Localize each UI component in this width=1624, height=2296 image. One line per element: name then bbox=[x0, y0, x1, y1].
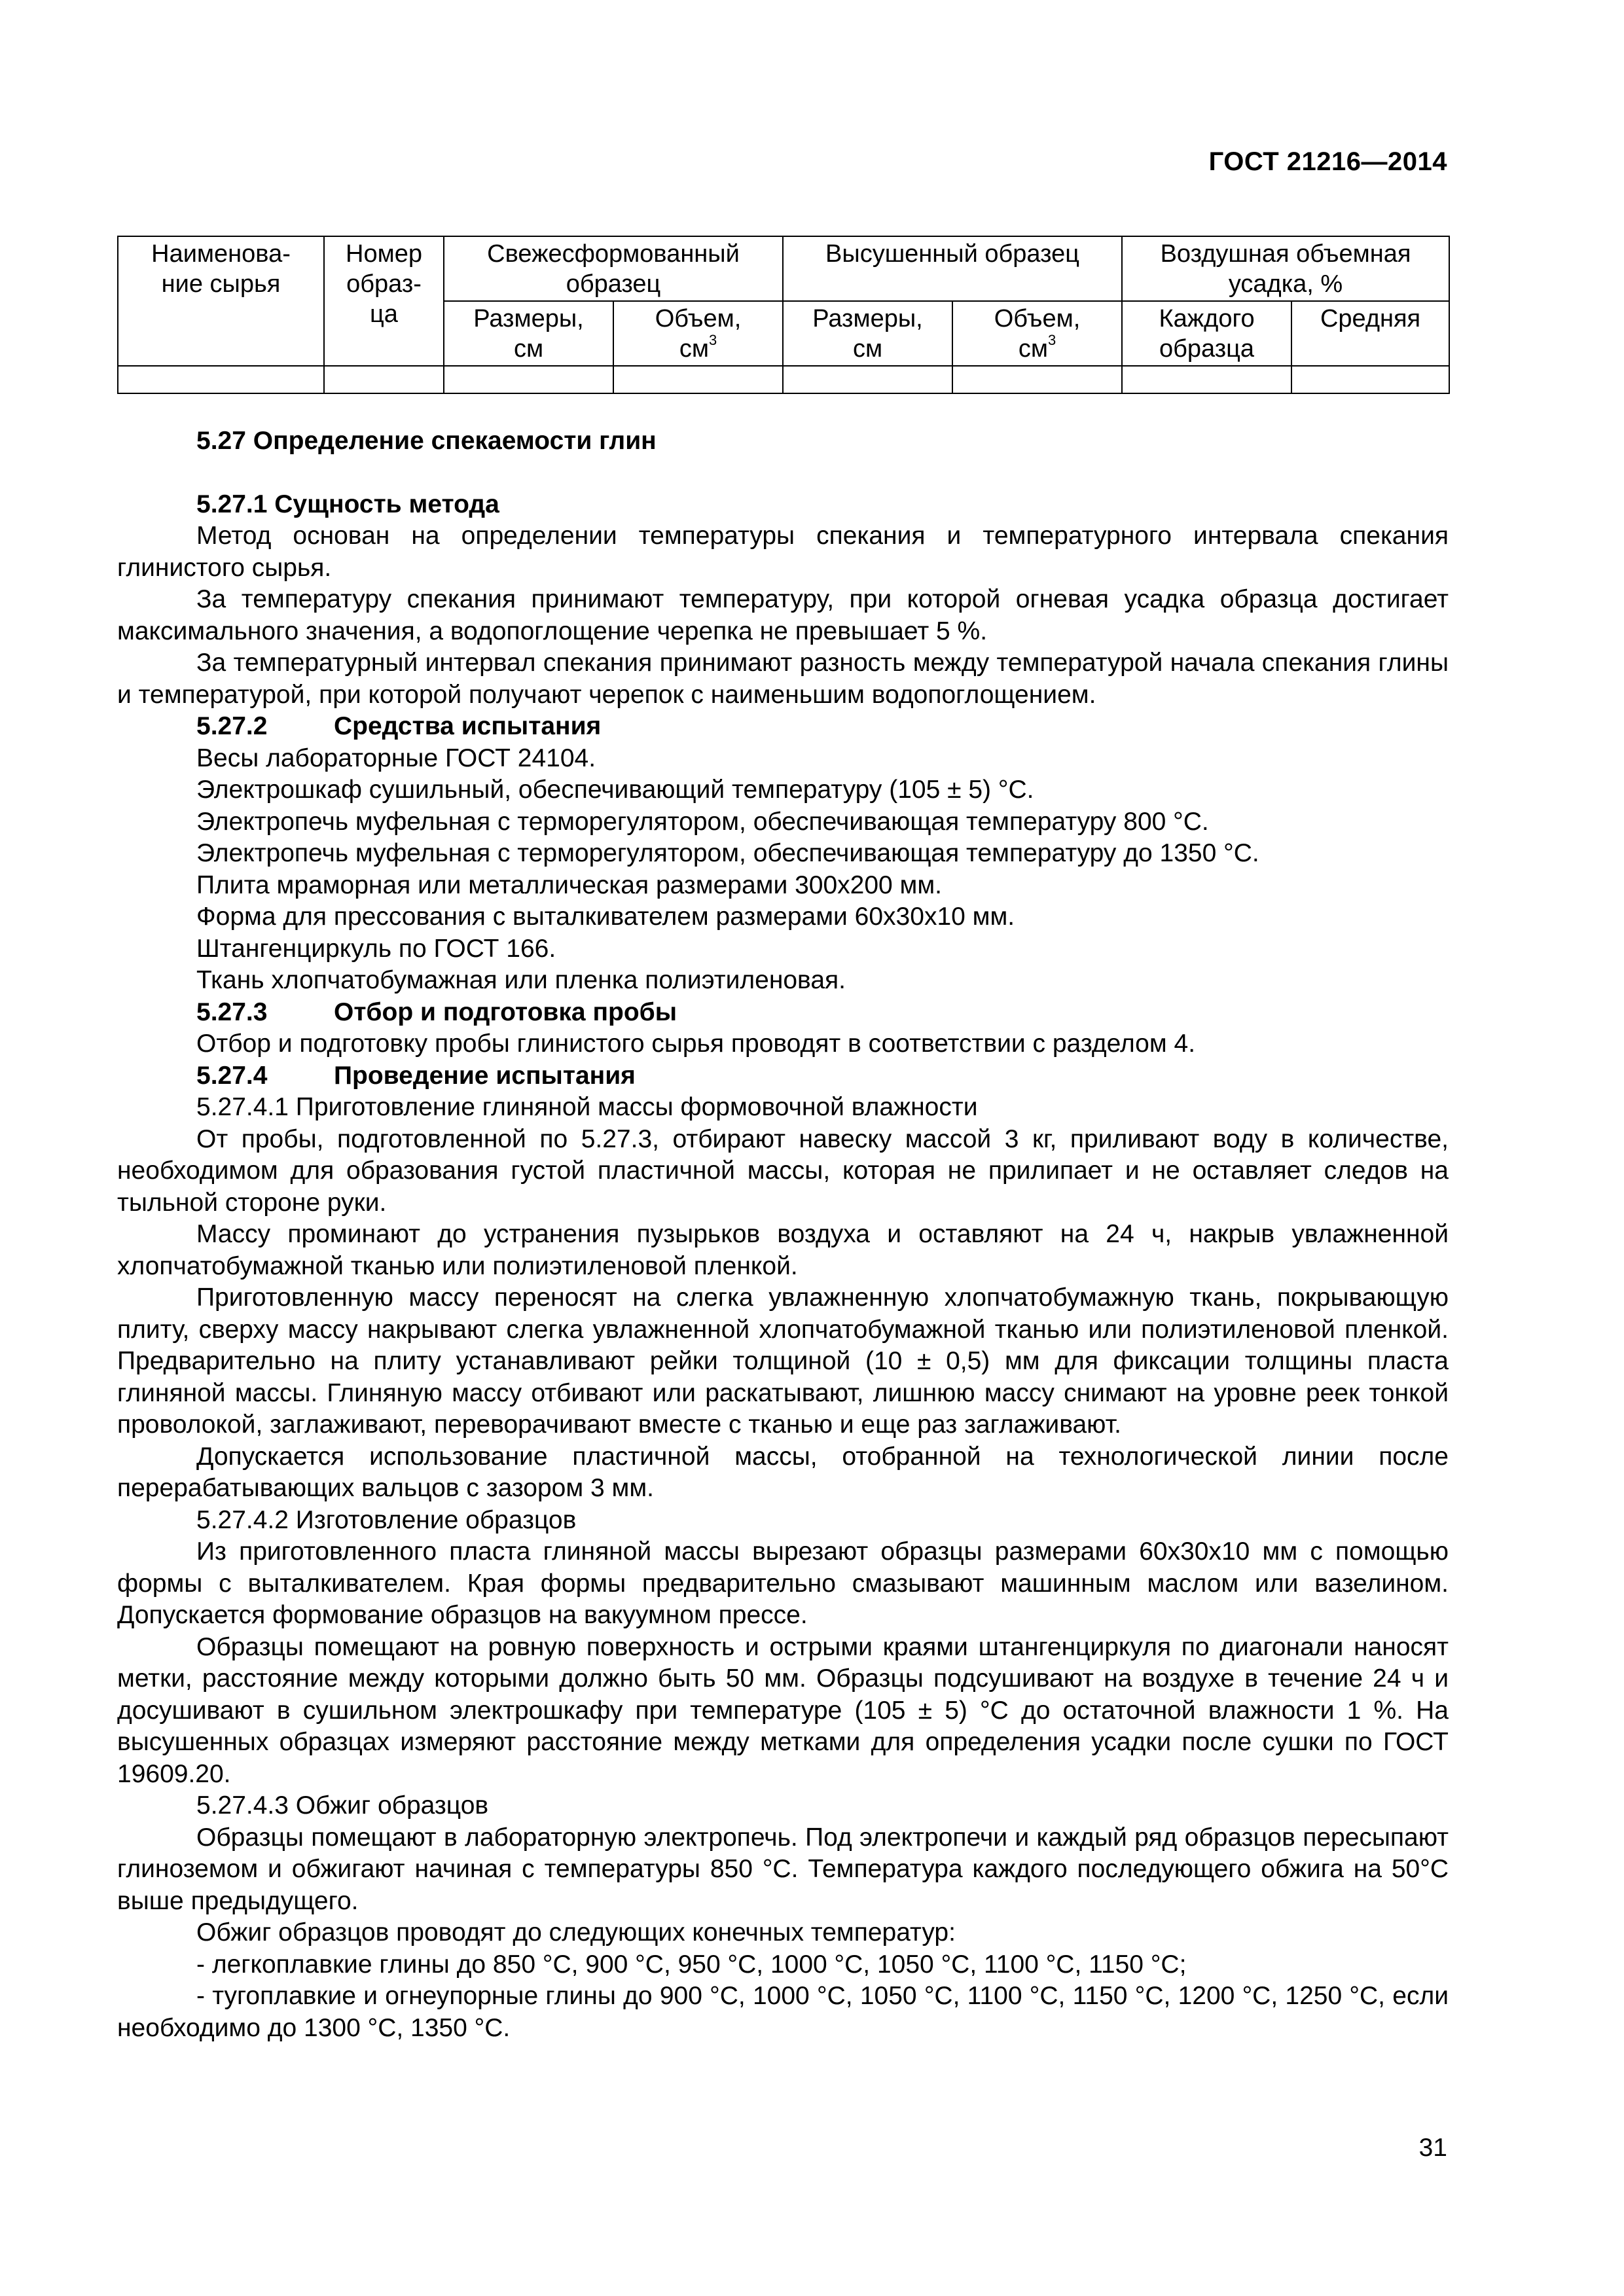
col-each-sample: Каждого образца bbox=[1122, 301, 1291, 366]
list-item: - тугоплавкие и огнеупорные глины до 900 °С, 1000 °С, 1050 °С, 1100 °С, 1150 °С, 1200 °С, 1250 °С, если необходимо до 1300 °С, 1350 °С. bbox=[117, 1982, 1449, 2042]
table-row bbox=[118, 366, 1449, 393]
col-fresh-volume: Объем, $см^3$ bbox=[613, 301, 783, 366]
section-title: 5.27 Определение спекаемости глин bbox=[196, 427, 657, 455]
equipment-item: Электропечь муфельная с терморегулятором, обеспечивающая температуру 800 °С. bbox=[196, 807, 1209, 836]
col-air-shrinkage: Воздушная объемная усадка, % bbox=[1122, 236, 1449, 301]
col-dried-size: Размеры, см bbox=[783, 301, 952, 366]
col-sample-number: Номер образ- ца bbox=[324, 236, 444, 366]
table-header-row bbox=[118, 236, 1449, 301]
equipment-item: Электрошкаф сушильный, обеспечивающий температуру (105 ± 5) °С. bbox=[196, 776, 1034, 804]
measurement-table bbox=[117, 236, 1450, 394]
subsection-5-27-4-title: 5.27.4 Проведение испытания bbox=[196, 1061, 636, 1090]
equipment-item: Весы лабораторные ГОСТ 24104. bbox=[196, 744, 596, 772]
paragraph: Массу проминают до устранения пузырьков воздуха и оставляют на 24 ч, накрыв увлажненной хлопчатобумажной тканью или полиэтиленовой пленкой. bbox=[117, 1220, 1449, 1280]
subsection-5-27-3-title: 5.27.3 Отбор и подготовка пробы bbox=[196, 997, 677, 1026]
paragraph: Отбор и подготовку пробы глинистого сырья проводят в соответствии с разделом 4. bbox=[196, 1030, 1196, 1058]
paragraph: За температуру спекания принимают температуру, при которой огневая усадка образца достигает максимального значения, а водопоглощение черепка не превышает 5 %. bbox=[117, 585, 1449, 645]
col-fresh-size: Размеры, см bbox=[444, 301, 613, 366]
paragraph: Образцы помещают в лабораторную электропечь. Под электропечи и каждый ряд образцов пересыпают глиноземом и обжигают начиная с температуры 850 °С. Температура каждого последующего обжига на 50°С выше предыдущего. bbox=[117, 1823, 1449, 1915]
equipment-item: Форма для прессования с выталкивателем размерами 60х30х10 мм. bbox=[196, 903, 1015, 931]
equipment-item: Плита мраморная или металлическая размерами 300х200 мм. bbox=[196, 870, 943, 899]
standard-code: ГОСТ 21216—2014 bbox=[1208, 147, 1447, 176]
equipment-item: Ткань хлопчатобумажная или пленка полиэтиленовая. bbox=[196, 966, 846, 994]
paragraph: Допускается использование пластичной массы, отобранной на технологической линии после перерабатывающих вальцов с зазором 3 мм. bbox=[117, 1442, 1449, 1502]
paragraph: Метод основан на определении температуры спекания и температурного интервала спекания глинистого сырья. bbox=[117, 522, 1449, 582]
paragraph: От пробы, подготовленной по 5.27.3, отбирают навеску массой 3 кг, приливают воду в количестве, необходимом для образования густой пластичной массы, которая не прилипает и не оставляет следов на тыльной стороне руки. bbox=[117, 1124, 1449, 1217]
col-fresh-sample: Свежесформованный образец bbox=[444, 236, 783, 301]
clause-5-27-4-3-title: 5.27.4.3 Обжиг образцов bbox=[196, 1791, 489, 1820]
subsection-5-27-2-title: 5.27.2 Средства испытания bbox=[196, 712, 602, 740]
paragraph: Из приготовленного пласта глиняной массы вырезают образцы размерами 60х30х10 мм с помощью формы с выталкивателем. Края формы предварительно смазывают машинным маслом или вазелином. Допускается формование образцов на вакуумном прессе. bbox=[117, 1537, 1449, 1629]
list-item: - легкоплавкие глины до 850 °С, 900 °С, 950 °С, 1000 °С, 1050 °С, 1100 °С, 1150 °С; bbox=[196, 1950, 1187, 1979]
col-dried-sample: Высушенный образец bbox=[783, 236, 1122, 301]
col-average: Средняя bbox=[1291, 301, 1449, 366]
clause-5-27-4-2-title: 5.27.4.2 Изготовление образцов bbox=[196, 1505, 577, 1534]
equipment-item: Электропечь муфельная с терморегулятором, обеспечивающая температуру до 1350 °С. bbox=[196, 839, 1259, 867]
paragraph: За температурный интервал спекания принимают разность между температурой начала спекания глины и температурой, при которой получают черепок с наименьшим водопоглощением. bbox=[117, 649, 1449, 709]
paragraph: Образцы помещают на ровную поверхность и острыми краями штангенциркуля по диагонали наносят метки, расстояние между которыми должно быть 50 мм. Образцы подсушивают на воздухе в течение 24 ч и досушивают в сушильном электрошкафу при температуре (105 ± 5) °С до остаточной влажности 1 %. На высушенных образцах измеряют расстояние между метками для определения усадки после сушки по ГОСТ 19609.20. bbox=[117, 1632, 1449, 1788]
paragraph: Обжиг образцов проводят до следующих конечных температур: bbox=[196, 1918, 956, 1946]
col-dried-volume: Объем, $см^3$ bbox=[952, 301, 1122, 366]
subsection-5-27-1-title: 5.27.1 Сущность метода bbox=[196, 490, 499, 518]
paragraph: Приготовленную массу переносят на слегка увлажненную хлопчатобумажную ткань, покрывающую плиту, сверху массу накрывают слегка увлажненной хлопчатобумажной тканью или полиэтиленовой пленкой. Предварительно на плиту устанавливают рейки толщиной (10 ± 0,5) мм для фиксации толщины пласта глиняной массы. Глиняную массу отбивают или раскатывают, лишнюю массу снимают на уровне реек тонкой проволокой, заглаживают, переворачивают вместе с тканью и еще раз заглаживают. bbox=[117, 1283, 1449, 1439]
section-5-27 bbox=[117, 425, 1449, 2044]
page-number: 31 bbox=[1418, 2134, 1447, 2162]
col-raw-material: Наименова- ние сырья bbox=[118, 236, 324, 366]
clause-5-27-4-1-title: 5.27.4.1 Приготовление глиняной массы формовочной влажности bbox=[196, 1093, 978, 1121]
equipment-item: Штангенциркуль по ГОСТ 166. bbox=[196, 934, 556, 963]
